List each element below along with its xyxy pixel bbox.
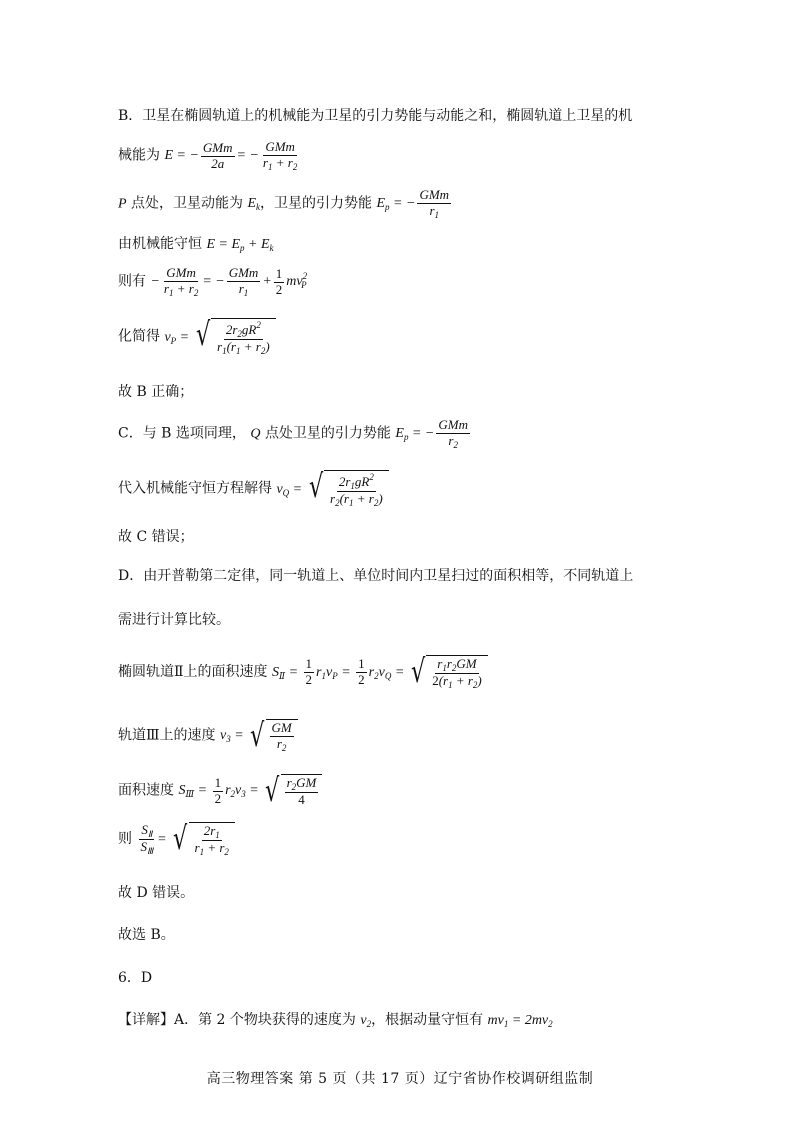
option-b-p-point: P 点处，卫星动能为 $E_k$，卫星的引力势能 $E_p$ = − $\frac{\text{GMm}}{r_1}$ bbox=[118, 188, 453, 220]
option-d-area-velocity-3 bbox=[118, 771, 322, 809]
formula-ratio: $\frac{S_Ⅱ}{S_Ⅲ}$ = √ $\frac{2r_1}{r_1 + r_2}$ bbox=[136, 832, 234, 847]
formula-s3: $S_Ⅲ$ = $\frac{1}{2}$ $r_2v_3$ = √ $\frac{r_2GM}{4}$ bbox=[178, 783, 322, 798]
final-choice: 故选 B。 bbox=[118, 927, 175, 943]
option-c-sub-prefix: 代入机械能守恒方程解得 bbox=[118, 480, 272, 497]
option-d-intro: D．由开普勒第二定律，同一轨道上、单位时间内卫星扫过的面积相等，不同轨道上 bbox=[118, 568, 634, 584]
option-b-simplify-prefix: 化简得 bbox=[118, 328, 160, 345]
option-b-then bbox=[118, 266, 307, 298]
option-d-wrong: 故 D 错误。 bbox=[118, 885, 195, 901]
option-d-need: 需进行计算比较。 bbox=[118, 612, 230, 628]
detail-prefix: 【详解】A．第 2 个物块获得的速度为 bbox=[118, 1012, 356, 1028]
option-d-area2-prefix: 椭圆轨道Ⅱ上的面积速度 bbox=[118, 664, 268, 681]
formula-mech-energy: E = − $\frac{\text{GMm}}{2a}$ = − $\frac{\text{GMm}}{r_1 + r_2}$ bbox=[164, 139, 298, 172]
option-d-area3-prefix: 面积速度 bbox=[118, 782, 174, 799]
option-c-substitute bbox=[118, 467, 389, 509]
option-b-simplify bbox=[118, 315, 276, 357]
option-c-q-point: C．与 B 选项同理， Q 点处卫星的引力势能 $E_p$ = − $\frac{\text{GMm}}{r_2}$ bbox=[118, 418, 472, 450]
option-b-mech-energy bbox=[118, 140, 301, 172]
formula-energy-eq: − $\frac{\text{GMm}}{r_1 + r_2}$ = − $\frac{\text{GMm}}{r_1}$ + $\frac{1}{2}$ $mv^2_P$ bbox=[150, 265, 308, 298]
formula-s2: $S_Ⅱ$ = $\frac{1}{2}$ $r_1v_P$ = $\frac{1}{2}$ $r_2v_Q$ = √ $\frac{r_1r_2GM}{2(r_1 + r_2)}$ bbox=[272, 665, 488, 680]
option-b-mech-prefix: 械能为 bbox=[118, 147, 160, 164]
option-b-p-prefix: 点处，卫星动能为 bbox=[131, 195, 244, 212]
formula-momentum: $mv_1 = 2mv_2$ bbox=[487, 1013, 553, 1029]
formula-conservation: $E = E_p + E_k$ bbox=[206, 237, 274, 253]
formula-vq: $v_Q$ = √ $\frac{2r_1gR^2}{r_2(r_1 + r_2)}$ bbox=[276, 482, 388, 497]
formula-vp: $v_P$ = √ $\frac{2r_2gR^2}{r_1(r_1 + r_2)}$ bbox=[164, 330, 275, 345]
option-d-ratio-prefix: 则 bbox=[118, 831, 132, 848]
option-c-prefix: C．与 B 选项同理， bbox=[118, 425, 246, 442]
option-d-v3-prefix: 轨道Ⅲ上的速度 bbox=[118, 727, 216, 744]
option-d-ratio bbox=[118, 819, 235, 858]
formula-ep-q: $E_p$ = − $\frac{\text{GMm}}{r_2}$ bbox=[395, 417, 468, 450]
formula-v3: $v_3$ = √ $\frac{GM}{r_2}$ bbox=[220, 728, 298, 743]
option-d-v3 bbox=[118, 716, 298, 754]
option-b-correct: 故 B 正确； bbox=[118, 384, 194, 400]
option-c-q-mid: 点处卫星的引力势能 bbox=[264, 425, 391, 442]
option-b-conservation bbox=[118, 236, 274, 254]
detail-mid: ，根据动量守恒有 bbox=[371, 1012, 484, 1028]
question-6-detail: 【详解】A．第 2 个物块获得的速度为 $v_2$，根据动量守恒有 $mv_1 = 2mv_2$ bbox=[118, 1012, 553, 1029]
option-b-p-mid: ，卫星的引力势能 bbox=[260, 195, 373, 212]
option-b-then-prefix: 则有 bbox=[118, 273, 146, 290]
option-b-intro: B．卫星在椭圆轨道上的机械能为卫星的引力势能与动能之和，椭圆轨道上卫星的机 bbox=[118, 108, 633, 124]
option-b-cons-prefix: 由机械能守恒 bbox=[118, 236, 202, 252]
option-c-wrong: 故 C 错误； bbox=[118, 529, 194, 545]
option-d-area-velocity-2 bbox=[118, 652, 488, 691]
page-footer: 高三物理答案 第 5 页（共 17 页）辽宁省协作校调研组监制 bbox=[206, 1071, 594, 1087]
question-6-answer: 6．D bbox=[118, 970, 153, 986]
formula-ep-p: $E_p$ = − $\frac{\text{GMm}}{r_1}$ bbox=[376, 187, 450, 220]
